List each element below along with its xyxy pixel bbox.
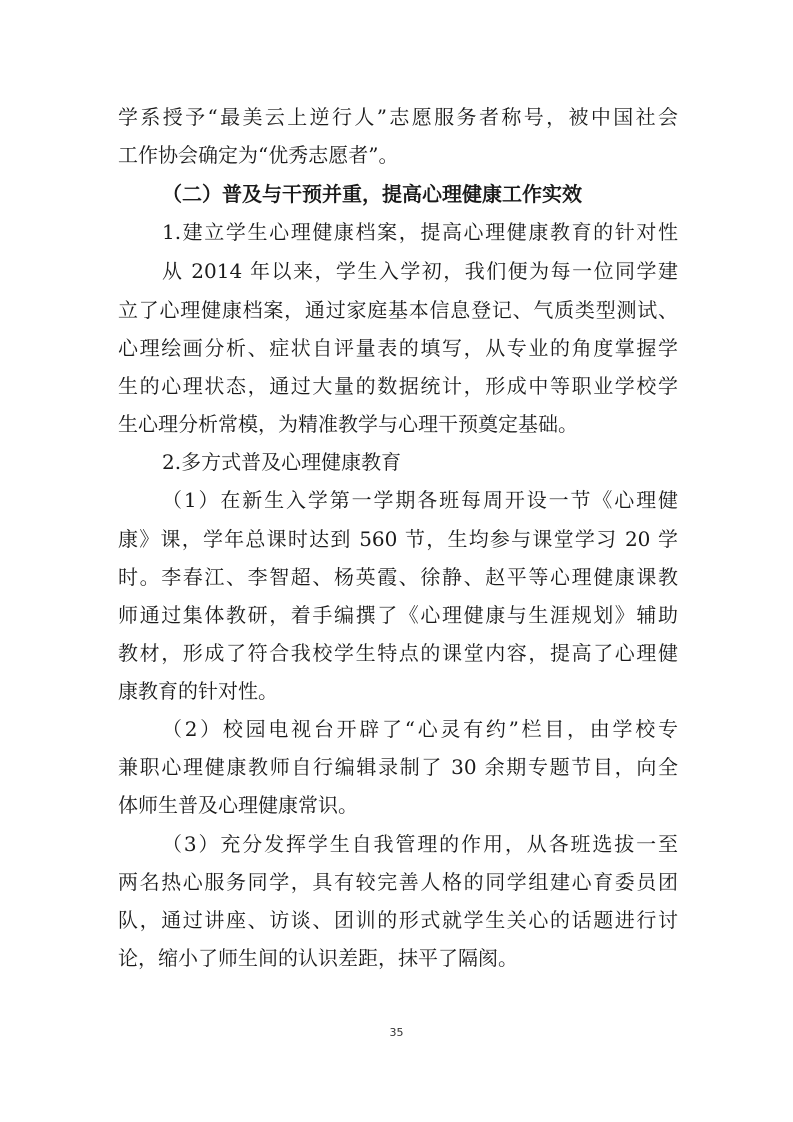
body-text-line: 师通过集体教研，着手编撰了《心理健康与生涯规划》辅助 — [118, 603, 678, 627]
body-text-line: （1）在新生入学第一学期各班每周开设一节《心理健 — [162, 488, 678, 512]
body-text-line: 兼职心理健康教师自行编辑录制了 30 余期专题节目，向全 — [118, 755, 678, 779]
body-text-line: （2）校园电视台开辟了“心灵有约”栏目，由学校专 — [162, 717, 678, 741]
body-text-line: 生心理分析常模，为精准教学与心理干预奠定基础。 — [118, 412, 578, 436]
body-text-line: （3）充分发挥学生自我管理的作用，从各班选拔一至 — [162, 832, 678, 856]
body-text-line: 队，通过讲座、访谈、团训的形式就学生关心的话题进行讨 — [118, 908, 678, 932]
section-heading: （二）普及与干预并重，提高心理健康工作实效 — [162, 182, 582, 206]
subsection-heading: 1.建立学生心理健康档案，提高心理健康教育的针对性 — [162, 220, 678, 244]
body-text-line: 两名热心服务同学，具有较完善人格的同学组建心育委员团 — [118, 870, 678, 894]
body-text-line: 教材，形成了符合我校学生特点的课堂内容，提高了心理健 — [118, 641, 678, 665]
body-text-line: 论，缩小了师生间的认识差距，抹平了隔阂。 — [118, 946, 518, 970]
subsection-heading: 2.多方式普及心理健康教育 — [162, 450, 402, 474]
body-text-line: 时。李春江、李智超、杨英霞、徐静、赵平等心理健康课教 — [118, 565, 678, 589]
body-text-line: 生的心理状态，通过大量的数据统计，形成中等职业学校学 — [118, 374, 678, 398]
body-text-line: 从 2014 年以来，学生入学初，我们便为每一位同学建 — [162, 259, 678, 283]
body-text-line: 心理绘画分析、症状自评量表的填写，从专业的角度掌握学 — [118, 336, 678, 360]
body-text-line: 立了心理健康档案，通过家庭基本信息登记、气质类型测试、 — [118, 298, 678, 322]
body-text-line: 康》课，学年总课时达到 560 节，生均参与课堂学习 20 学 — [118, 527, 678, 551]
page-number: 35 — [389, 1026, 404, 1039]
body-text-line: 体师生普及心理健康常识。 — [118, 793, 358, 817]
body-text-line: 工作协会确定为“优秀志愿者”。 — [118, 143, 399, 167]
body-text-line: 学系授予“最美云上逆行人”志愿服务者称号，被中国社会 — [118, 105, 678, 129]
body-text-line: 康教育的针对性。 — [118, 679, 278, 703]
